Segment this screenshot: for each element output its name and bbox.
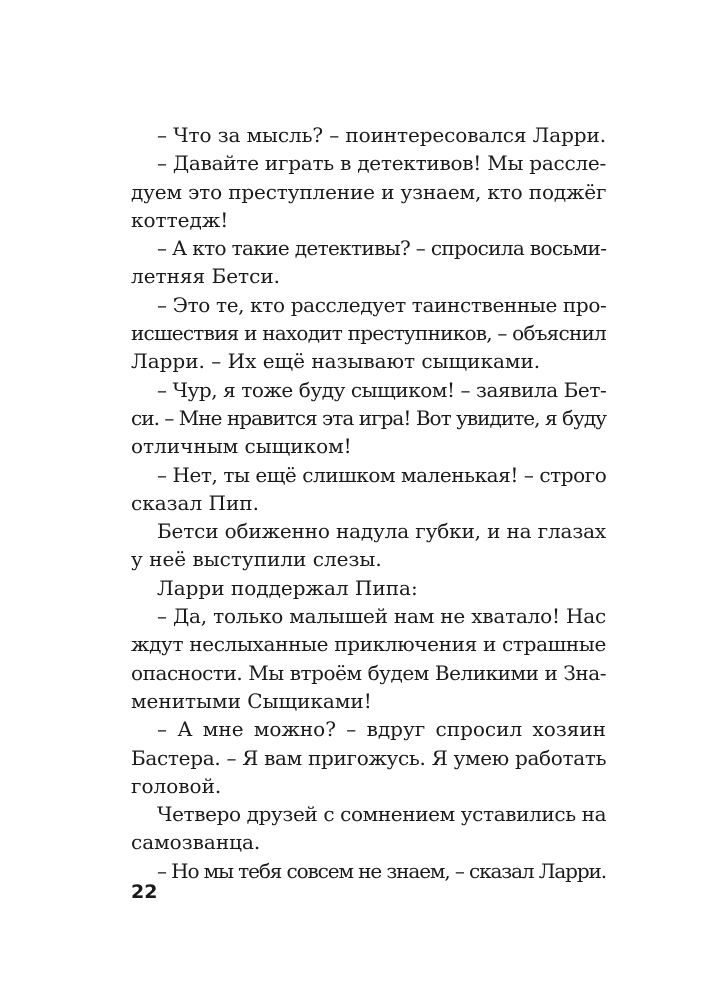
- text-line: си. – Мне нравится эта игра! Вот увидите, я буду: [131, 405, 606, 430]
- text-line: ждут неслыханные приключения и страшные: [131, 632, 606, 657]
- text-line: у неё выступили слезы.: [131, 547, 382, 572]
- text-line: исшествия и находит преступников, – объяснил: [131, 321, 606, 346]
- text-line: менитыми Сыщиками!: [131, 688, 372, 713]
- text-line: сказал Пип.: [131, 490, 259, 515]
- text-line: летняя Бетси.: [131, 264, 281, 289]
- text-line: Бетси обиженно надула губки, и на глазах: [157, 519, 606, 544]
- text-line: – Чур, я тоже буду сыщиком! – заявила Бет-: [157, 377, 607, 402]
- text-line: Ларри поддержал Пипа:: [157, 575, 418, 600]
- text-line: Бастера. – Я вам пригожусь. Я умею работать: [131, 745, 607, 770]
- text-line: – Давайте играть в детективов! Мы рассле-: [157, 151, 606, 176]
- text-line: – Это те, кто расследует таинственные про-: [157, 292, 607, 317]
- text-line: опасности. Мы втроём будем Великими и Зна-: [131, 660, 606, 685]
- text-line: – А мне можно? – вдруг спросил хозяин: [157, 717, 606, 742]
- page-number: 22: [131, 881, 158, 903]
- text-line: коттедж!: [131, 207, 229, 232]
- text-line: дуем это преступление и узнаем, кто поджёг: [131, 179, 607, 204]
- text-line: головой.: [131, 773, 222, 798]
- text-line: отличным сыщиком!: [131, 434, 352, 459]
- text-line: – Нет, ты ещё слишком маленькая! – строго: [157, 462, 607, 487]
- body-text: [131, 121, 606, 885]
- text-line: – А кто такие детективы? – спросила восьми-: [157, 236, 607, 261]
- text-line: Четверо друзей с сомнением уставились на: [157, 802, 607, 827]
- text-line: самозванца.: [131, 830, 261, 855]
- text-line: – Но мы тебя совсем не знаем, – сказал Ларри.: [157, 858, 606, 883]
- text-line: – Что за мысль? – поинтересовался Ларри.: [157, 123, 606, 147]
- text-line: – Да, только малышей нам не хватало! Нас: [157, 604, 606, 629]
- text-line: Ларри. – Их ещё называют сыщиками.: [131, 349, 541, 374]
